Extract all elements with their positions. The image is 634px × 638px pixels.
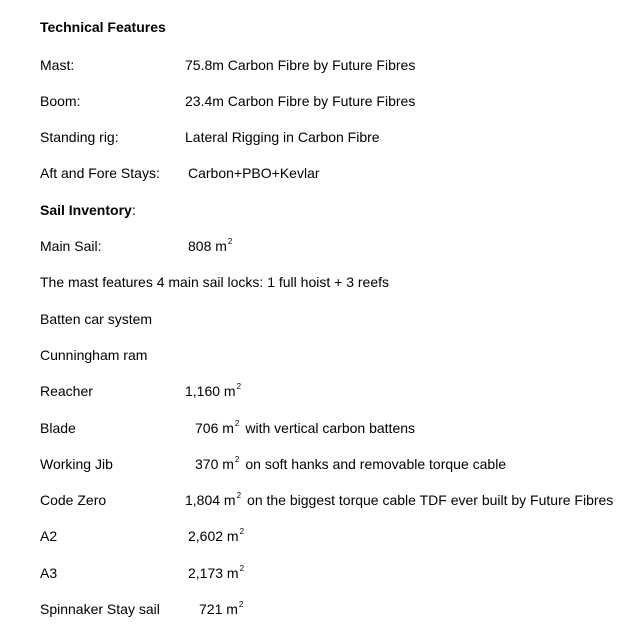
sail-value-spinnaker-stay-sail: 721 m [199,601,238,617]
mast-features-text: The mast features 4 main sail locks: 1 full hoist + 3 reefs [40,274,389,290]
sail-label-blade: Blade [40,420,76,436]
sail-value-row-reacher [185,383,241,399]
sail-note-blade: with vertical carbon battens [245,420,416,436]
sail-value-row-a2 [188,528,244,544]
sail-unit-sup-a3: 2 [239,564,245,573]
batten-car-text: Batten car system [40,311,153,327]
spec-label-mast: Mast: [40,57,75,73]
spec-value-mast: 75.8m Carbon Fibre by Future Fibres [185,57,416,73]
spec-value-stays: Carbon+PBO+Kevlar [188,165,320,181]
spec-value-boom: 23.4m Carbon Fibre by Future Fibres [185,93,416,109]
sail-unit-sup-reacher: 2 [236,382,242,391]
cunningham-text: Cunningham ram [40,347,148,363]
sail-unit-sup-code-zero: 2 [236,491,242,500]
sail-value-row-working-jib [195,456,506,472]
sail-value-a3: 2,173 m [188,565,239,581]
sail-label-working-jib: Working Jib [40,456,113,472]
spec-label-boom: Boom: [40,93,81,109]
sail-value-row-a3 [188,565,244,581]
sail-unit-sup-blade: 2 [234,419,240,428]
sail-value-code-zero: 1,804 m [185,492,236,508]
sail-value-a2: 2,602 m [188,528,239,544]
sail-value-blade: 706 m [195,420,234,436]
sail-inventory-heading [40,202,136,218]
main-sail-value: 808 m [188,238,227,254]
main-sail-unit-sup: 2 [227,237,233,246]
sail-note-code-zero: on the biggest torque cable TDF ever built by Future Fibres [247,492,614,508]
spec-label-standing-rig: Standing rig: [40,129,119,145]
sail-label-spinnaker-stay-sail: Spinnaker Stay sail [40,601,160,617]
sail-label-a3: A3 [40,565,58,581]
sail-label-a2: A2 [40,528,58,544]
sail-inventory-title: Sail Inventory [40,202,132,218]
sail-inventory-colon: : [131,202,136,218]
sail-value-row-blade [195,420,415,436]
section-heading-technical-features: Technical Features [40,19,166,35]
spec-label-stays: Aft and Fore Stays: [40,165,160,181]
main-sail-value-row [188,238,232,254]
main-sail-label: Main Sail: [40,238,102,254]
sail-label-reacher: Reacher [40,383,93,399]
spec-value-standing-rig: Lateral Rigging in Carbon Fibre [185,129,380,145]
sail-label-code-zero: Code Zero [40,492,107,508]
sail-note-working-jib: on soft hanks and removable torque cable [245,456,507,472]
sail-value-row-spinnaker-stay-sail [199,601,243,617]
sail-unit-sup-spinnaker-stay-sail: 2 [238,600,244,609]
sail-value-working-jib: 370 m [195,456,234,472]
sail-unit-sup-working-jib: 2 [234,455,240,464]
sail-value-reacher: 1,160 m [185,383,236,399]
sail-unit-sup-a2: 2 [239,527,245,536]
sail-value-row-code-zero [185,492,613,508]
